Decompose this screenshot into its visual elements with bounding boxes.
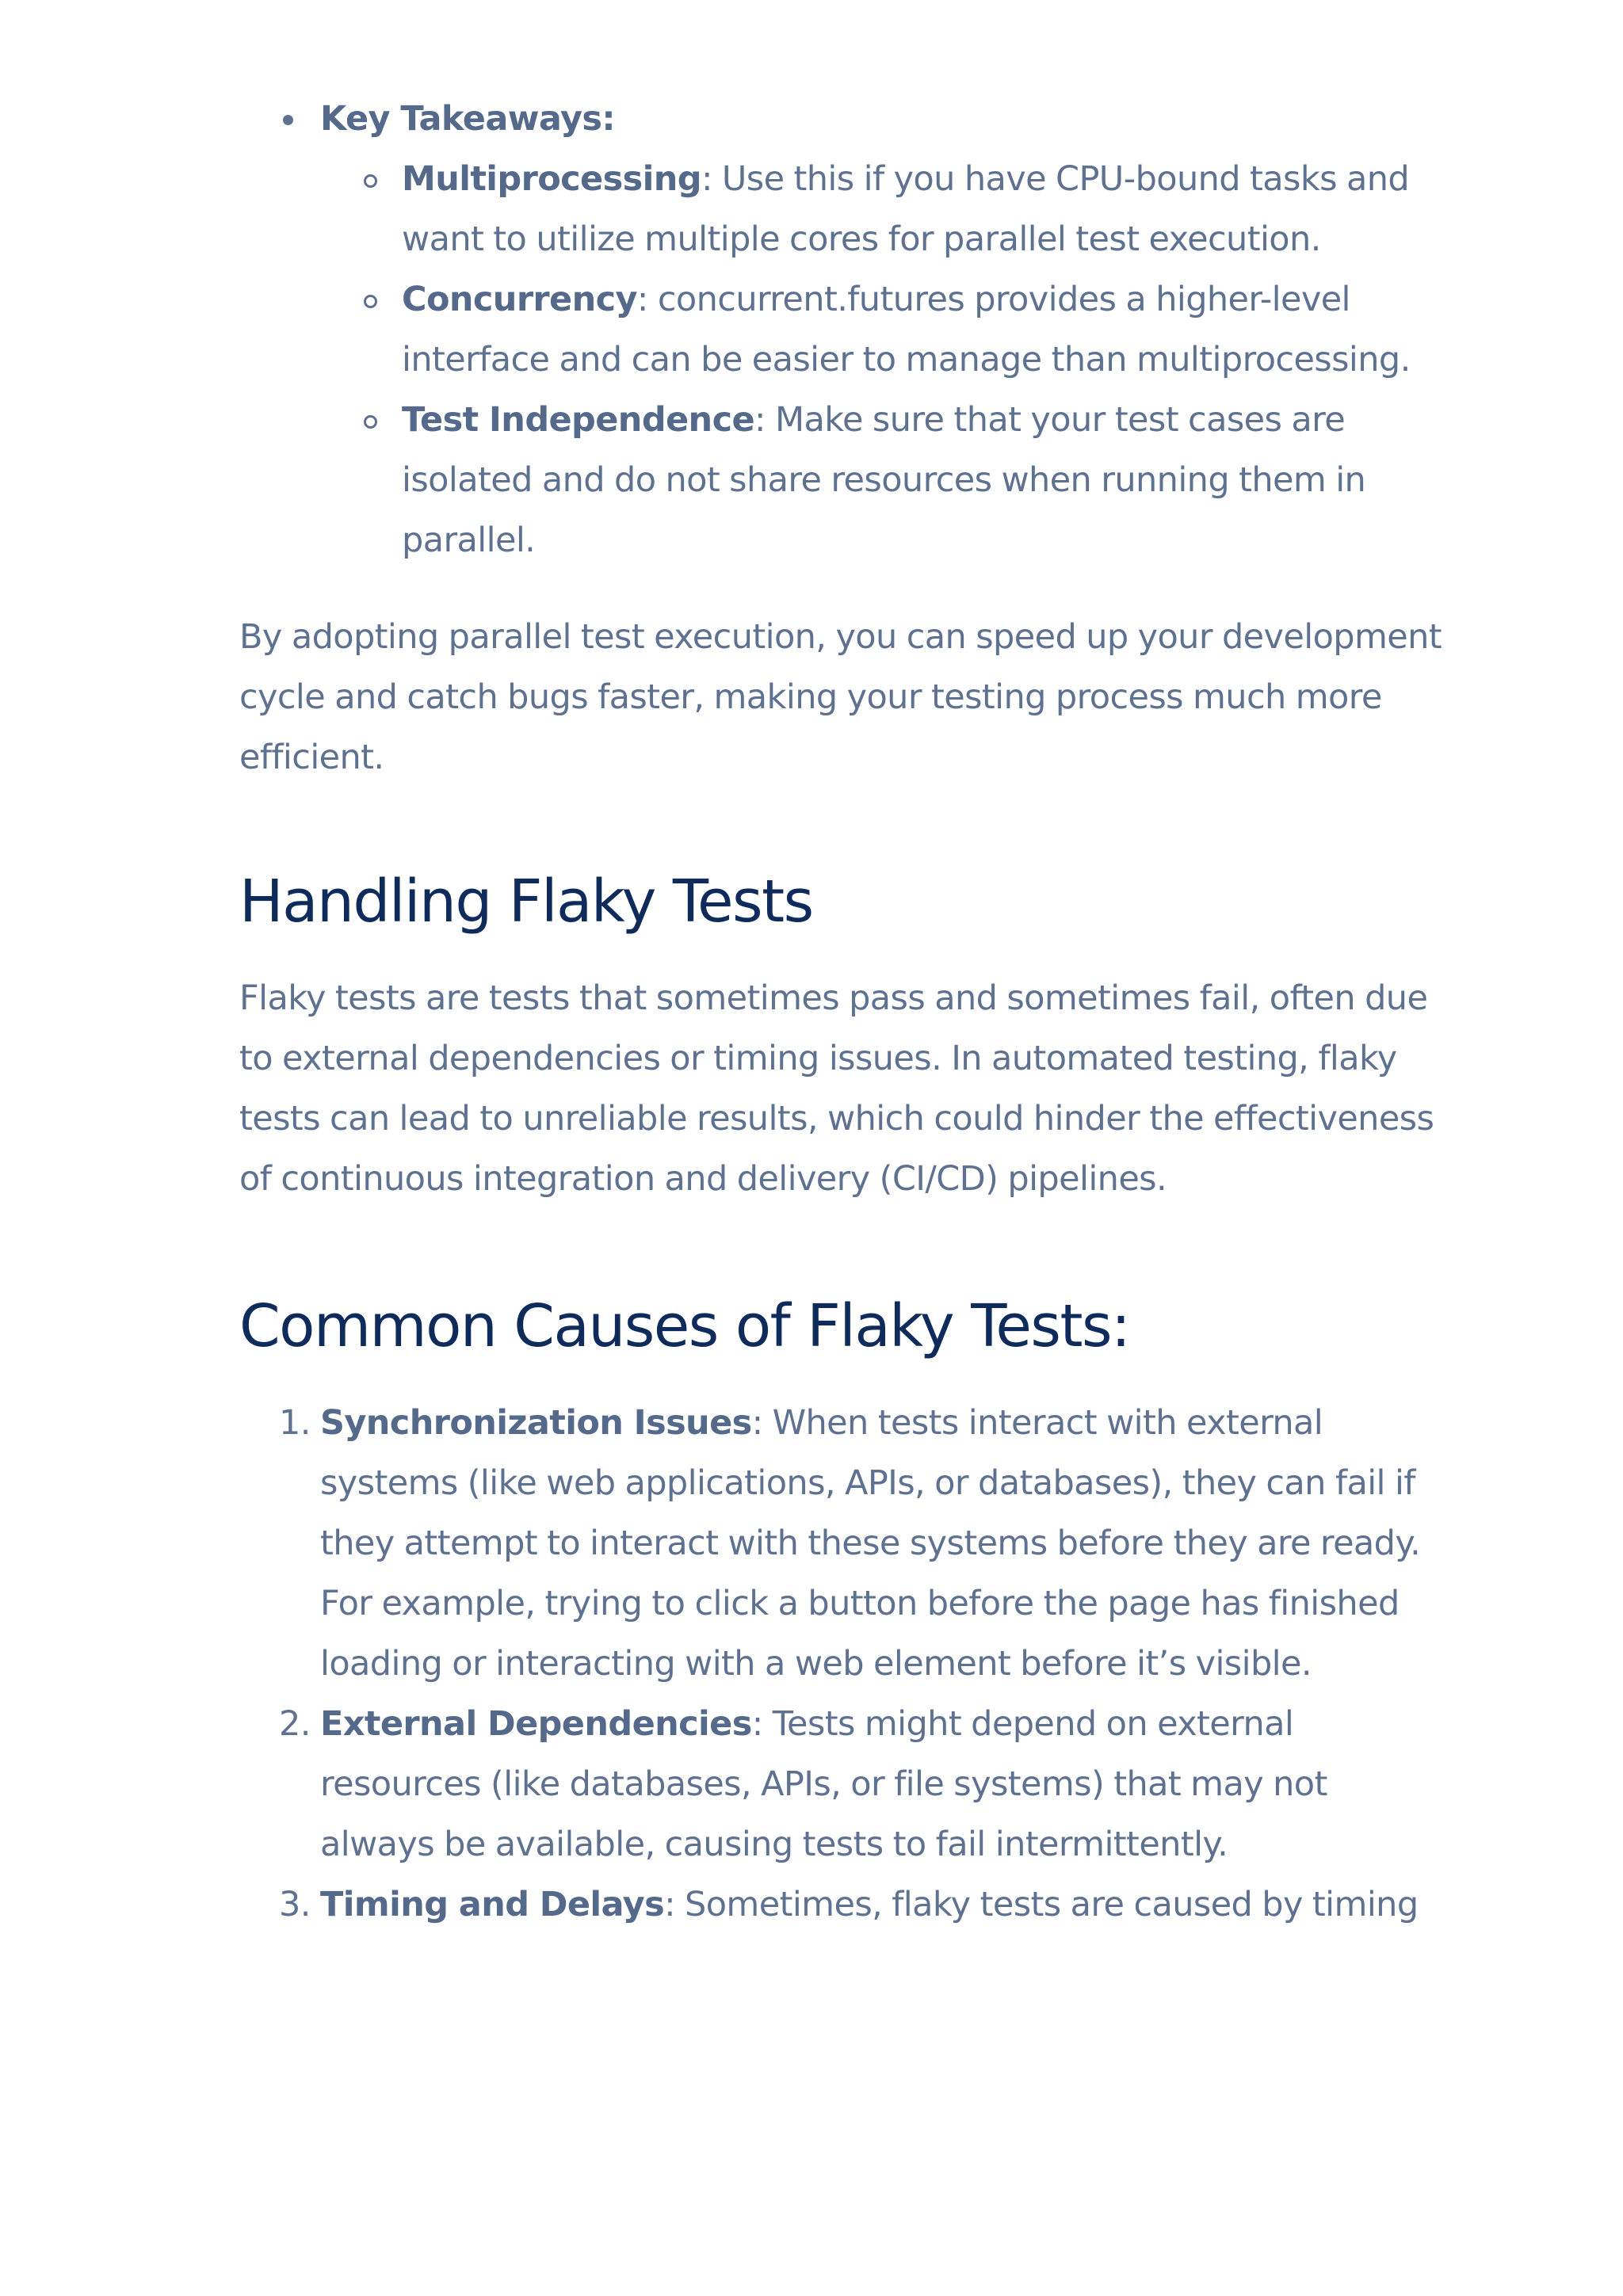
flaky-tests-paragraph: Flaky tests are tests that sometimes pass and sometimes fail, often due to external dependencies or timing issues. In automated testing, flaky tests can lead to unreliable results, which could hinder the effectiveness of continuous integration and delivery (CI/CD) pipelines. (239, 978, 1434, 1199)
item-number: 2. (279, 1704, 311, 1744)
item-term: Timing and Delays (320, 1885, 665, 1924)
bullet-circle-icon (364, 174, 377, 188)
item-term: Multiprocessing (402, 159, 701, 199)
causes-list (239, 1393, 1444, 1935)
item-text: : Sometimes, flaky tests are caused by timing (664, 1885, 1419, 1924)
item-term: Synchronization Issues (320, 1403, 752, 1443)
list-item (279, 1875, 1444, 1935)
list-item (402, 269, 1444, 390)
bullet-disc-icon (283, 115, 293, 125)
item-number: 3. (279, 1885, 311, 1924)
takeaways-sublist (320, 149, 1444, 570)
section-heading-common-causes: Common Causes of Flaky Tests: (239, 1292, 1130, 1360)
item-text: : concurrent.futures provides a higher-level interface and can be easier to manage than multiprocessing. (402, 280, 1411, 379)
bullet-circle-icon (364, 415, 377, 429)
item-text: : Use this if you have CPU-bound tasks and want to utilize multiple cores for parallel test execution. (402, 159, 1410, 259)
item-term: External Dependencies (320, 1704, 752, 1744)
section-heading-flaky-tests: Handling Flaky Tests (239, 868, 813, 936)
list-item (402, 149, 1444, 269)
item-term: Test Independence (402, 400, 755, 440)
takeaways-heading: Key Takeaways: (320, 99, 615, 139)
item-text: : When tests interact with external systems (like web applications, APIs, or databases), they can fail if they attempt to interact with these systems before they are ready. For example, trying to click a button before the page has finished loading or interacting with a web element before it’s visible. (320, 1403, 1421, 1684)
item-number: 1. (279, 1403, 311, 1443)
list-item (320, 89, 1444, 570)
bullet-circle-icon (364, 295, 377, 308)
takeaways-list (239, 89, 1444, 570)
summary-paragraph: By adopting parallel test execution, you can speed up your development cycle and catch bugs faster, making your testing process much more efficient. (239, 617, 1442, 777)
item-text: : Make sure that your test cases are isolated and do not share resources when running them in parallel. (402, 400, 1366, 560)
item-term: Concurrency (402, 280, 637, 319)
item-text: : Tests might depend on external resources (like databases, APIs, or file systems) that may not always be available, causing tests to fail intermittently. (320, 1704, 1327, 1864)
article-content (239, 89, 1444, 1935)
list-item (402, 390, 1444, 570)
list-item (279, 1694, 1444, 1875)
list-item (279, 1393, 1444, 1694)
